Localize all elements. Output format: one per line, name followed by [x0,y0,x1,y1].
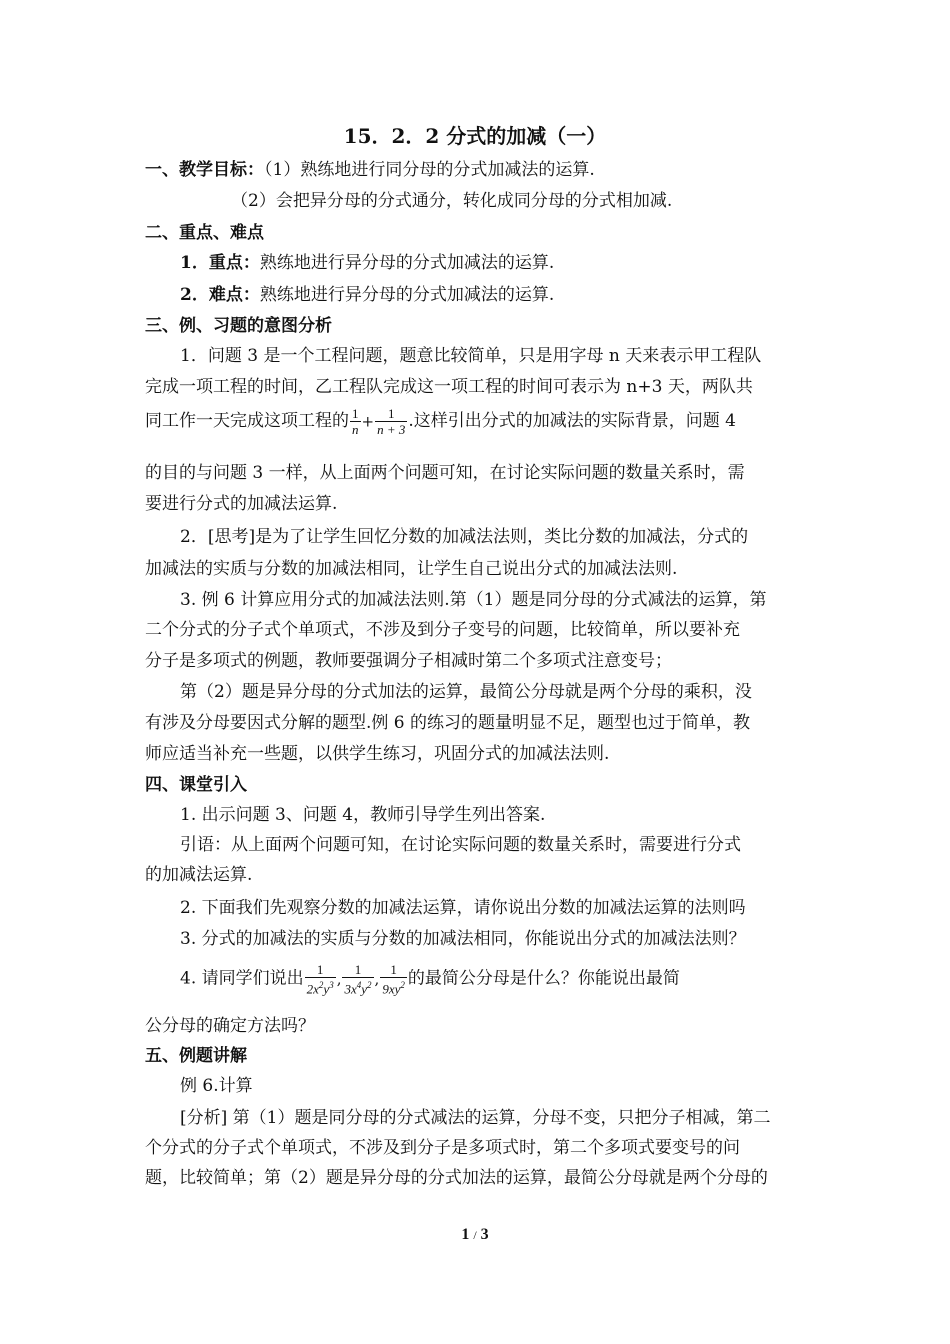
fraction-denominator: $9xy^2$ [380,977,407,996]
comma: , [336,970,342,989]
key-point-label: 1．重点： [180,253,260,273]
s3-p1-line2: 完成一项工程的时间，乙工程队完成这一项工程的时间可表示为 n+3 天，两队共 [145,377,753,397]
goal-2: （2）会把异分母的分式通分，转化成同分母的分式相加减. [231,191,673,211]
section-1-heading: 一、教学目标： [145,160,264,180]
fraction-1-over-2x2y3 [305,962,336,996]
s3-p1-line3-b: .这样引出分式的加减法的实际背景，问题 4 [408,411,736,431]
fraction-denominator: $3x^4y^2$ [342,977,373,996]
comma: , [374,970,380,989]
page-number: 1 / 3 [461,1226,489,1243]
key-point-text: 熟练地进行异分母的分式加减法的运算. [259,253,555,273]
goal-1: （1）熟练地进行同分母的分式加减法的运算. [264,160,595,180]
fraction-numerator: 1 [390,962,397,977]
s4-line4: 2. 下面我们先观察分数的加减法运算，请你说出分数的加减法运算的法则吗 [180,898,746,918]
fraction-numerator: 1 [387,406,395,421]
fraction-denominator: n [352,422,359,437]
s3-p2-line2: 加减法的实质与分数的加减法相同，让学生自己说出分式的加减法法则. [145,559,678,579]
fraction-1-over-3x4y2 [342,962,373,996]
page-title: 15．2．2 分式的加减（一） [343,124,607,148]
s5-line2: [分析] 第（1）题是同分母的分式减法的运算，分母不变，只把分子相减，第二 [180,1108,771,1128]
s4-line6-b: 的最简公分母是什么？你能说出最简 [407,968,680,989]
section-4-heading: 四、课堂引入 [145,775,247,795]
s3-p1-line4: 的目的与问题 3 一样，从上面两个问题可知，在讨论实际问题的数量关系时，需 [145,463,745,483]
section-5-heading: 五、例题讲解 [145,1046,247,1066]
s3-p4-line3: 师应适当补充一些题，以供学生练习，巩固分式的加减法法则. [145,744,610,764]
section-2-heading: 二、重点、难点 [145,223,264,243]
s5-line3: 个分式的分子式个单项式，不涉及到分子是多项式时，第二个多项式要变号的问 [145,1138,740,1158]
fraction-1-over-n [350,406,361,437]
fraction-1-over-n-plus-3 [375,406,407,437]
s4-line7: 公分母的确定方法吗？ [145,1016,315,1036]
section-3-heading: 三、例、习题的意图分析 [145,316,332,336]
fraction-1-over-9xy2 [380,962,407,996]
s3-p2-line1: 2．[思考]是为了让学生回忆分数的加减法法则，类比分数的加减法，分式的 [180,527,749,547]
fraction-denominator: n + 3 [377,422,406,437]
difficult-point-text: 熟练地进行异分母的分式加减法的运算. [259,285,555,305]
fraction-numerator: 1 [316,962,324,977]
s3-p3-line3: 分子是多项式的例题，教师要强调分子相减时第二个多项式注意变号； [145,651,672,671]
s4-line6-a: 4. 请同学们说出 [180,968,304,989]
s3-p3-line1: 3. 例 6 计算应用分式的加减法法则.第（1）题是同分母的分式减法的运算，第 [180,590,767,610]
plus-sign: + [361,412,375,431]
s4-line5: 3. 分式的加减法的实质与分数的加减法相同，你能说出分式的加减法法则？ [180,929,746,949]
fraction-denominator: $2x^2y^3$ [305,977,336,996]
fraction-numerator: 1 [352,406,359,421]
difficult-point [180,284,554,306]
s4-line1: 1. 出示问题 3、问题 4，教师引导学生列出答案. [180,805,546,825]
s3-p1-line3-a: 同工作一天完成这项工程的 [145,411,349,431]
s4-line6 [180,962,680,996]
s3-p4-line2: 有涉及分母要因式分解的题型.例 6 的练习的题量明显不足，题型也过于简单，教 [145,713,751,733]
s4-line3: 的加减法运算. [145,865,253,885]
section-1 [145,159,595,181]
difficult-point-label: 2．难点： [180,285,260,305]
s3-p3-line2: 二个分式的分子式个单项式，不涉及到分子变号的问题，比较简单，所以要补充 [145,620,740,640]
fraction-numerator: 1 [354,962,362,977]
s3-p1-line3 [145,406,736,437]
s3-p1-line5: 要进行分式的加减法运算. [145,494,338,514]
s5-line4: 题，比较简单；第（2）题是异分母的分式加法的运算，最简公分母就是两个分母的 [145,1168,768,1188]
s3-p1-line1: 1．问题 3 是一个工程问题，题意比较简单，只是用字母 n 天来表示甲工程队 [180,346,762,366]
key-point [180,252,554,274]
s4-line2: 引语：从上面两个问题可知，在讨论实际问题的数量关系时，需要进行分式 [180,835,741,855]
s5-line1: 例 6.计算 [180,1076,253,1096]
s3-p4-line1: 第（2）题是异分母的分式加法的运算，最简公分母就是两个分母的乘积，没 [180,682,752,702]
